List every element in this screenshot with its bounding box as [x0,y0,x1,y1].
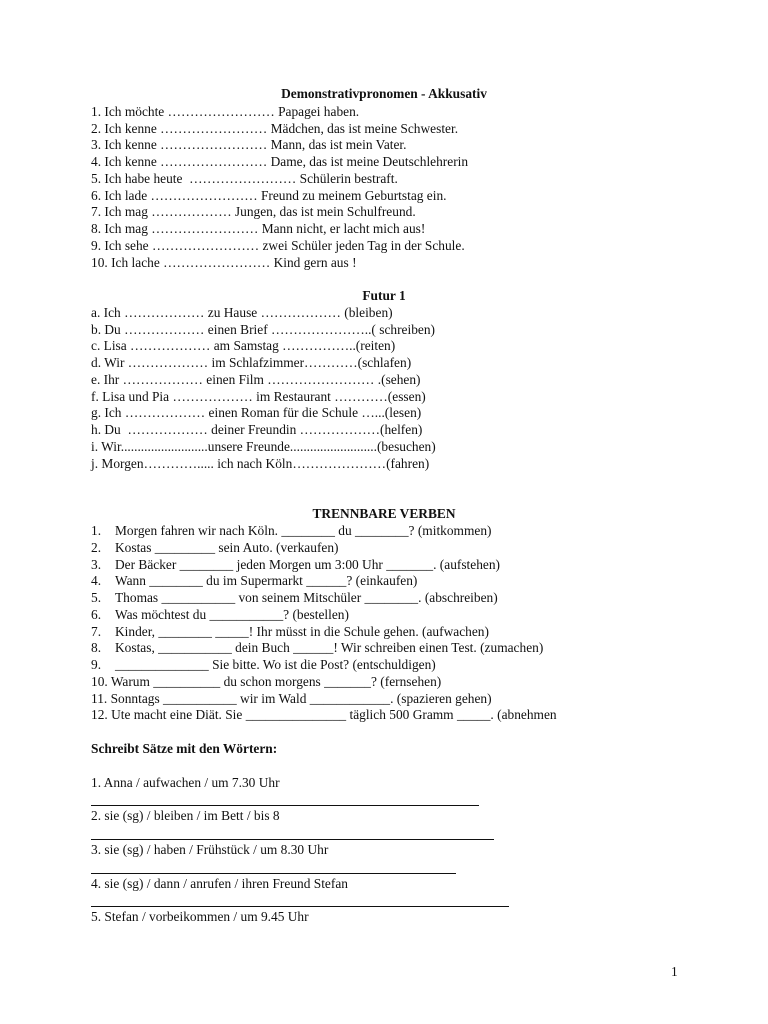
exercise-line: h. Du ……………… deiner Freundin ………………(helfen) [91,422,423,437]
section-title-trennbare-verben: TRENNBARE VERBEN [312,506,456,521]
item-number: 7. [91,624,102,639]
exercise-line: 1. Ich möchte …………………… Papagei haben. [91,104,360,119]
exercise-line: c. Lisa ……………… am Samstag ……………..(reiten) [91,338,396,353]
item-text: Kinder, ________ _____! Ihr müsst in die Schule gehen. (aufwachen) [115,624,489,639]
item-text: Wann ________ du im Supermarkt ______? (einkaufen) [115,573,418,588]
exercise-line [91,557,500,573]
item-text: Kostas, ___________ dein Buch ______! Wir schreiben einen Test. (zumachen) [115,640,544,655]
exercise-line [91,590,498,606]
exercise-line: 10. Warum __________ du schon morgens _______? (fernsehen) [91,674,442,689]
exercise-line [91,540,339,556]
prompt-line: 5. Stefan / vorbeikommen / um 9.45 Uhr [91,909,309,924]
exercise-line: 6. Ich lade …………………… Freund zu meinem Geburtstag ein. [91,188,447,203]
exercise-line [91,624,489,640]
exercise-line: 5. Ich habe heute …………………… Schülerin bestraft. [91,171,398,186]
exercise-line [91,607,349,623]
exercise-line [91,640,543,656]
prompt-line: 4. sie (sg) / dann / anrufen / ihren Freund Stefan [91,876,348,891]
item-number: 5. [91,590,102,605]
section-title-demonstrativ: Demonstrativpronomen - Akkusativ [281,86,487,101]
exercise-line [91,523,491,539]
item-text: Thomas ___________ von seinem Mitschüler ________. (abschreiben) [115,590,498,605]
exercise-line: f. Lisa und Pia ……………… im Restaurant …………(essen) [91,389,426,404]
item-number: 2. [91,540,102,555]
exercise-line: 10. Ich lache …………………… Kind gern aus ! [91,255,357,270]
section-title-saetze: Schreibt Sätze mit den Wörtern: [91,741,278,756]
exercise-line [91,657,436,673]
exercise-line: d. Wir ……………… im Schlafzimmer…………(schlafen) [91,355,412,370]
exercise-line: a. Ich ……………… zu Hause ……………… (bleiben) [91,305,393,320]
answer-rule [91,906,509,907]
exercise-line: i. Wir..........................unsere Freunde..........................(besuchen) [91,439,436,454]
exercise-line: 3. Ich kenne …………………… Mann, das ist mein Vater. [91,137,407,152]
item-number: 4. [91,573,102,588]
section-title-futur: Futur 1 [362,288,406,303]
item-number: 1. [91,523,102,538]
page-number: 1 [671,964,678,979]
item-number: 8. [91,640,102,655]
exercise-line: 11. Sonntags ___________ wir im Wald ____________. (spazieren gehen) [91,691,492,706]
item-number: 3. [91,557,102,572]
exercise-line: g. Ich ……………… einen Roman für die Schule …...(lesen) [91,405,422,420]
item-text: Kostas _________ sein Auto. (verkaufen) [115,540,339,555]
item-number: 6. [91,607,102,622]
exercise-line: 2. Ich kenne …………………… Mädchen, das ist meine Schwester. [91,121,459,136]
item-text: Morgen fahren wir nach Köln. ________ du ________? (mitkommen) [115,523,492,538]
item-text: ______________ Sie bitte. Wo ist die Post? (entschuldigen) [115,657,436,672]
exercise-line: 4. Ich kenne …………………… Dame, das ist meine Deutschlehrerin [91,154,469,169]
exercise-line: b. Du ……………… einen Brief …………………..( schreiben) [91,322,436,337]
answer-rule [91,839,494,840]
answer-rule [91,873,456,874]
item-text: Was möchtest du ___________? (bestellen) [115,607,349,622]
exercise-line: 9. Ich sehe …………………… zwei Schüler jeden Tag in der Schule. [91,238,465,253]
exercise-line: 12. Ute macht eine Diät. Sie _______________ täglich 500 Gramm _____. (abnehmen [91,707,557,722]
answer-rule [91,805,479,806]
item-text: Der Bäcker ________ jeden Morgen um 3:00 Uhr _______. (aufstehen) [115,557,501,572]
exercise-line: e. Ihr ……………… einen Film …………………… .(sehen) [91,372,421,387]
prompt-line: 1. Anna / aufwachen / um 7.30 Uhr [91,775,280,790]
exercise-line: j. Morgen…………..... ich nach Köln…………………(fahren) [91,456,430,471]
item-number: 9. [91,657,102,672]
exercise-line: 7. Ich mag ……………… Jungen, das ist mein Schulfreund. [91,204,416,219]
exercise-line: 8. Ich mag …………………… Mann nicht, er lacht mich aus! [91,221,426,236]
prompt-line: 3. sie (sg) / haben / Frühstück / um 8.30 Uhr [91,842,329,857]
exercise-line [91,573,417,589]
prompt-line: 2. sie (sg) / bleiben / im Bett / bis 8 [91,808,280,823]
